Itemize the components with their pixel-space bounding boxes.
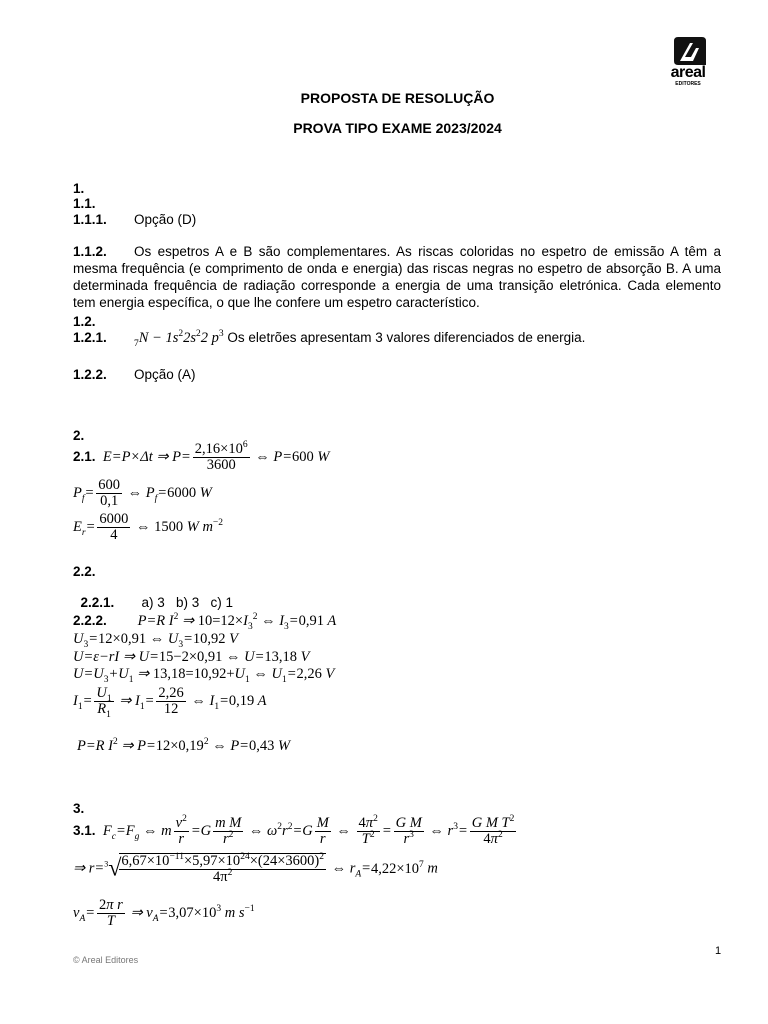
equation-i1: $I_1=$ $\frac{U_1}{R_1}$ ⇒ $I_1=$ $\frac{2,26}{12}$ ⇔ $I_1=0,19$ A bbox=[73, 685, 267, 721]
item-1-2-number: 1.2. bbox=[73, 314, 96, 329]
equation-u: U=ε−rI ⇒ U=15−2×0,91 ⇔ U=13,18 V bbox=[73, 649, 310, 665]
item-1-2-2-answer: Opção (A) bbox=[134, 367, 196, 382]
item-1-1-2-number: 1.1.2. bbox=[73, 244, 107, 259]
item-1-1-2 bbox=[73, 243, 721, 311]
item-1-2-2 bbox=[73, 367, 196, 382]
item-1-2-2-number: 1.2.2. bbox=[73, 367, 107, 382]
item-2-1-line bbox=[73, 442, 329, 473]
equation-energy: E=P×Δt ⇒ P= $\frac{2,16\times 10^6}{3600}$ ⇔ P=600 W bbox=[99, 440, 330, 474]
item-2-2-2-line bbox=[73, 613, 336, 630]
equation-u3: $U_3=12\times 0,91$ ⇔ $U_3=10,92$ V bbox=[73, 631, 238, 650]
copyright: © Areal Editores bbox=[73, 955, 139, 965]
item-2-2-1-number: 2.2.1. bbox=[80, 595, 115, 610]
item-1-1-number: 1.1. bbox=[73, 196, 96, 211]
item-2-2-1 bbox=[73, 580, 233, 610]
equation-orbit-radius: ⇒ r=$^3$√ $\frac{6,67\times 10^{-11}\times 5,97\times 10^{24}\times(24\times 3600)^2}{4\pi^2}$ ⇔ $r_A=4,22\times 10^7$ m bbox=[73, 852, 438, 886]
item-3-1-line bbox=[73, 816, 518, 847]
electron-configuration: $_7N - 1s^22s^22$ $p^3$ bbox=[134, 329, 224, 349]
areal-logo bbox=[660, 34, 720, 88]
logo-brand: areal bbox=[670, 64, 706, 81]
item-1-1-2-answer: Os espetros A e B são complementares. As riscas coloridas no espetro de emissão A têm a mesma frequência (e comprimento de onda e energia) das riscas negras no espetro de absorção B. A uma determinada frequência de radiação corresponde a energia de uma transição eletrónica. Cada elemento tem energia específica, o que lhe confere um espetro característico. bbox=[73, 244, 721, 310]
item-2-1-number: 2.1. bbox=[73, 449, 96, 465]
item-1-1-1-answer: Opção (D) bbox=[134, 212, 197, 227]
section-3-number: 3. bbox=[73, 801, 85, 816]
item-1-2-1-number: 1.2.1. bbox=[73, 330, 107, 345]
page-subtitle: PROVA TIPO EXAME 2023/2024 bbox=[293, 120, 502, 136]
equation-u1: $U=U_3+U_1$ ⇒ $13,18=10,92+U_1$ ⇔ $U_1=2,26$ V bbox=[73, 666, 335, 685]
item-1-2-1-answer: Os eletrões apresentam 3 valores diferenciados de energia. bbox=[227, 330, 586, 345]
item-2-2-1-answer: a) 3 b) 3 c) 1 bbox=[141, 595, 234, 610]
equation-er: $E_r=$ $\frac{6000}{4}$ ⇔ 1500 W $m^{-2}$ bbox=[73, 511, 224, 544]
section-2-number: 2. bbox=[73, 428, 85, 443]
item-1-1-1-number: 1.1.1. bbox=[73, 212, 107, 227]
equation-current-i3: P=R $I^2$ ⇒ $10=12\times I_3^2$ ⇔ $I_3=0,91$ A bbox=[134, 612, 337, 632]
item-1-1-1 bbox=[73, 212, 196, 227]
item-1-2-1 bbox=[73, 330, 585, 347]
section-1-number: 1. bbox=[73, 181, 85, 196]
item-3-1-number: 3.1. bbox=[73, 823, 96, 839]
item-2-2-number: 2.2. bbox=[73, 564, 96, 579]
page-number: 1 bbox=[715, 945, 722, 957]
equation-pf: $P_f=$ $\frac{600}{0,1}$ ⇔ $P_f=6000$ W bbox=[73, 477, 212, 510]
logo-sub: EDITORES bbox=[675, 81, 701, 87]
equation-velocity: $v_A=$ $\frac{\text{2π r}}{T}$ ⇒ $v_A=3,07\times 10^3$ m $s^{-1}$ bbox=[73, 897, 255, 930]
page-title: PROPOSTA DE RESOLUÇÃO bbox=[300, 90, 495, 106]
areal-logo-icon bbox=[660, 34, 720, 68]
equation-power: P=R $I^2$ ⇒ $P=12\times 0,19^2$ ⇔ P=0,43 W bbox=[77, 737, 291, 754]
equation-gravitation: $F_c=F_g$ ⇔ m $\frac{v^2}{r}$ =G $\frac{\text{m M}}{r^2}$ ⇔ $\omega^2r^2=G$ $\frac{M}{r}$ ⇔ $\frac{4\pi^2}{T^2}$ = $\frac{\text{G M}}{r^3}$ ⇔ $r^3=$ $\frac{G M T^2}{4\pi^2}$ bbox=[99, 814, 515, 848]
item-2-2-2-number: 2.2.2. bbox=[73, 613, 107, 628]
